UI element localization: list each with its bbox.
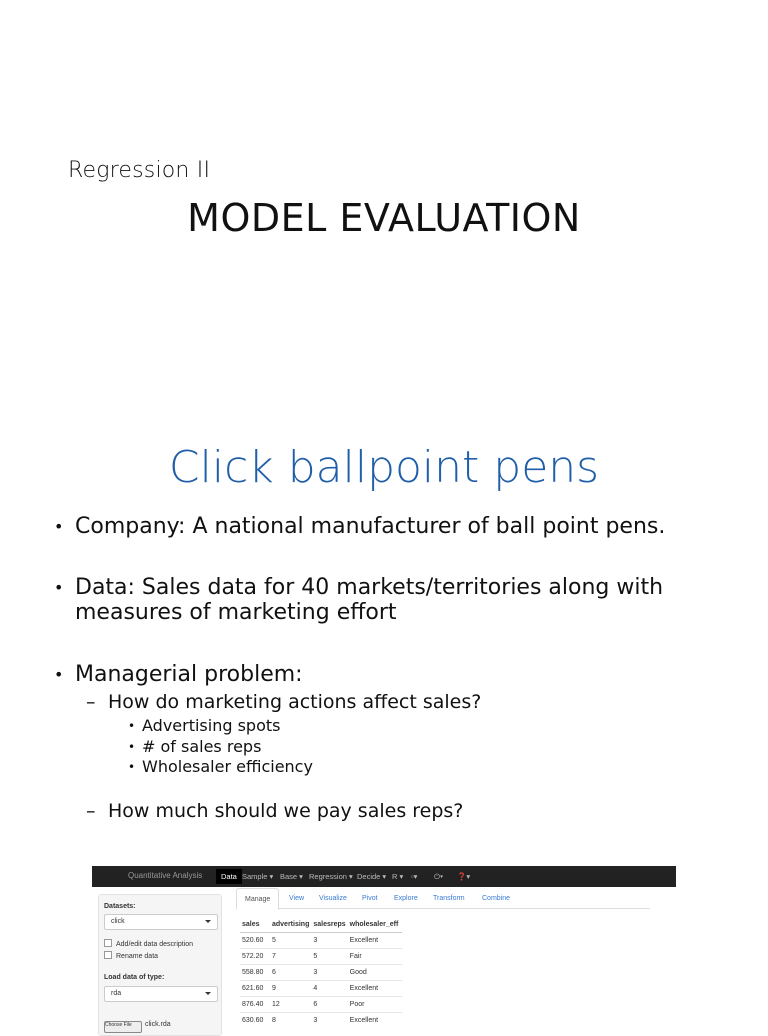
table-cell: 6	[270, 965, 311, 981]
bullet-dot-icon: •	[128, 740, 136, 754]
tab-view[interactable]: View	[289, 895, 305, 902]
table-row	[240, 997, 402, 1013]
table-cell: 7	[270, 949, 311, 965]
table-cell: 5	[270, 933, 311, 949]
dataset-select[interactable]: click	[104, 914, 218, 930]
page-title: MODEL EVALUATION	[187, 196, 581, 240]
table-row	[240, 933, 402, 949]
table-cell: Good	[348, 965, 402, 981]
nav-base[interactable]: Base ▾	[280, 872, 303, 881]
nav-help[interactable]: ❓▾	[457, 872, 471, 881]
slide-title: Click ballpoint pens	[168, 442, 600, 493]
tab-pivot[interactable]: Pivot	[362, 895, 378, 902]
column-header[interactable]: salesreps	[311, 916, 347, 933]
column-header[interactable]: sales	[240, 916, 270, 933]
help-icon: ❓	[457, 872, 467, 881]
table-cell: Excellent	[348, 981, 402, 997]
column-header[interactable]: advertising	[270, 916, 311, 933]
load-type-select[interactable]: rda	[104, 986, 218, 1002]
tab-explore[interactable]: Explore	[394, 895, 418, 902]
sidebar	[98, 894, 222, 1036]
table-cell: 5	[311, 949, 347, 965]
table-cell: 876.40	[240, 997, 270, 1013]
table-cell: 520.60	[240, 933, 270, 949]
table-cell: 3	[311, 933, 347, 949]
bullet-dot-icon: •	[54, 665, 64, 684]
table-cell: 12	[270, 997, 311, 1013]
tab-visualize[interactable]: Visualize	[319, 895, 347, 902]
navbar	[92, 866, 676, 887]
table-cell: 3	[311, 965, 347, 981]
table-cell: Excellent	[348, 1013, 402, 1029]
table-cell: 621.60	[240, 981, 270, 997]
nav-sample[interactable]: Sample ▾	[242, 872, 274, 881]
nav-regression[interactable]: Regression ▾	[309, 872, 353, 881]
table-row	[240, 981, 402, 997]
nav-power[interactable]: ⏻▾	[434, 872, 444, 881]
nav-brand[interactable]: Quantitative Analysis	[128, 871, 203, 880]
bullet-dot-icon: •	[54, 578, 64, 597]
choose-file-button[interactable]: Choose File	[104, 1021, 142, 1033]
table-row	[240, 1013, 402, 1029]
dash-icon: –	[86, 800, 96, 822]
table-cell: 630.60	[240, 1013, 270, 1029]
tab-manage[interactable]: Manage	[236, 888, 279, 910]
tab-bar	[236, 888, 650, 909]
table-cell: 4	[311, 981, 347, 997]
tab-combine[interactable]: Combine	[482, 895, 511, 902]
table-cell: Fair	[348, 949, 402, 965]
checkbox-icon	[104, 939, 112, 947]
table-cell: 3	[311, 1013, 347, 1029]
nav-data[interactable]: Data	[216, 869, 242, 884]
datasets-label: Datasets:	[104, 903, 136, 910]
bullet-dot-icon: •	[54, 517, 64, 536]
tab-transform[interactable]: Transform	[433, 895, 465, 902]
table-cell: Excellent	[348, 933, 402, 949]
bullet-dot-icon: •	[128, 760, 136, 774]
data-table	[240, 916, 402, 1028]
dash-icon: –	[86, 691, 96, 713]
caret-down-icon	[205, 920, 211, 923]
nav-decide[interactable]: Decide ▾	[357, 872, 387, 881]
nav-save[interactable]: ▫▾	[411, 872, 418, 881]
table-cell: 572.20	[240, 949, 270, 965]
subtitle: Regression II	[68, 158, 211, 183]
checkbox-icon	[104, 951, 112, 959]
table-cell: 558.80	[240, 965, 270, 981]
save-icon: ▫	[411, 872, 414, 881]
table-cell: Poor	[348, 997, 402, 1013]
table-row	[240, 949, 402, 965]
table-cell: 6	[311, 997, 347, 1013]
caret-down-icon	[205, 992, 211, 995]
load-data-label: Load data of type:	[104, 974, 165, 981]
nav-r[interactable]: R ▾	[392, 872, 404, 881]
app-screenshot	[92, 866, 676, 1028]
table-cell: 8	[270, 1013, 311, 1029]
column-header[interactable]: wholesaler_eff	[348, 916, 402, 933]
file-name: click.rda	[145, 1021, 171, 1028]
rename-data-checkbox[interactable]: Rename data	[104, 951, 158, 960]
power-icon: ⏻	[434, 872, 440, 881]
table-cell: 9	[270, 981, 311, 997]
bullet-dot-icon: •	[128, 719, 136, 733]
table-row	[240, 965, 402, 981]
add-description-checkbox[interactable]: Add/edit data description	[104, 939, 193, 948]
table-header-row	[240, 916, 402, 933]
